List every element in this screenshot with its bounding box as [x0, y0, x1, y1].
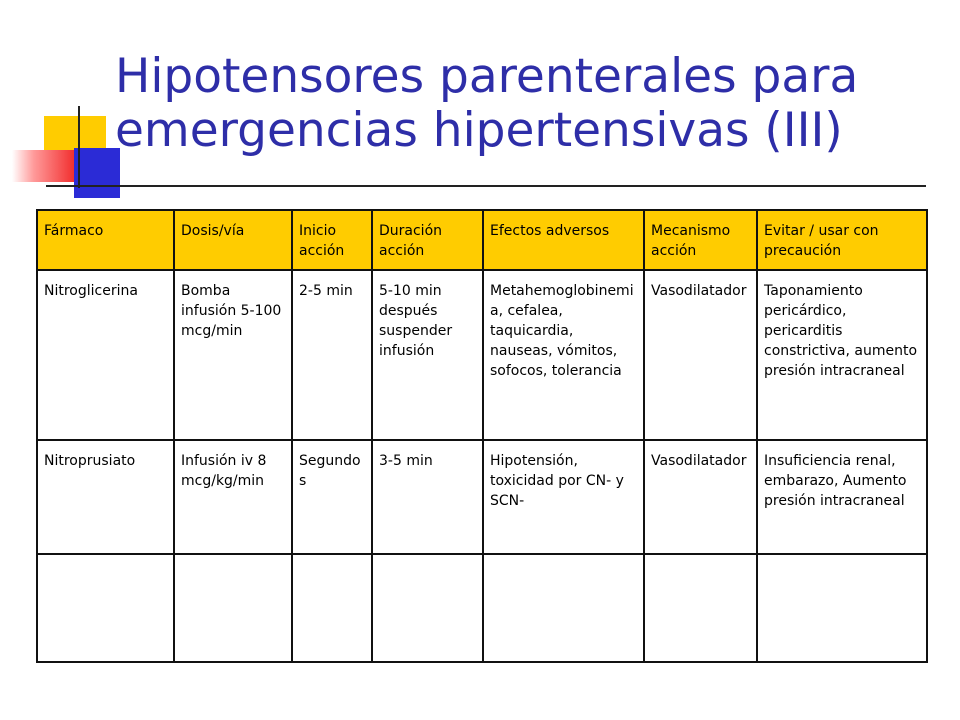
decor-blue-square [74, 148, 120, 198]
cell-farmaco: Nitroprusiato [37, 440, 174, 554]
cell-inicio-accion: Segundos [292, 440, 372, 554]
cell-empty [372, 554, 483, 662]
cell-evitar-precaucion: Taponamiento pericárdico, pericarditis constrictiva, aumento presión intracraneal [757, 270, 927, 440]
decor-horizontal-line [46, 185, 926, 187]
table-row-empty [37, 554, 927, 662]
cell-empty [483, 554, 644, 662]
cell-efectos-adversos: Hipotensión, toxicidad por CN- y SCN- [483, 440, 644, 554]
cell-empty [174, 554, 292, 662]
header-mecanismo-accion: Mecanismo acción [644, 210, 757, 270]
decor-vertical-line [78, 106, 80, 188]
cell-duracion-accion: 3-5 min [372, 440, 483, 554]
cell-inicio-accion: 2-5 min [292, 270, 372, 440]
header-duracion-accion: Duración acción [372, 210, 483, 270]
decor-red-bar [12, 150, 74, 182]
header-efectos-adversos: Efectos adversos [483, 210, 644, 270]
slide-title-line-2: emergencias hipertensivas (III) [115, 103, 843, 158]
cell-mecanismo-accion: Vasodilatador [644, 440, 757, 554]
cell-dosis-via: Infusión iv 8 mcg/kg/min [174, 440, 292, 554]
cell-empty [757, 554, 927, 662]
header-dosis-via: Dosis/vía [174, 210, 292, 270]
cell-farmaco: Nitroglicerina [37, 270, 174, 440]
table-row [37, 270, 927, 440]
slide-title-line-1: Hipotensores parenterales para [115, 49, 859, 104]
cell-empty [292, 554, 372, 662]
cell-efectos-adversos: Metahemoglobinemia, cefalea, taquicardia, nauseas, vómitos, sofocos, tolerancia [483, 270, 644, 440]
drug-table [36, 209, 928, 663]
cell-mecanismo-accion: Vasodilatador [644, 270, 757, 440]
table-header-row [37, 210, 927, 270]
cell-empty [644, 554, 757, 662]
cell-dosis-via: Bomba infusión 5-100 mcg/min [174, 270, 292, 440]
slide-title [115, 50, 945, 158]
cell-empty [37, 554, 174, 662]
cell-duracion-accion: 5-10 min después suspender infusión [372, 270, 483, 440]
cell-evitar-precaucion: Insuficiencia renal, embarazo, Aumento presión intracraneal [757, 440, 927, 554]
header-inicio-accion: Inicio acción [292, 210, 372, 270]
header-evitar-precaucion: Evitar / usar con precaución [757, 210, 927, 270]
header-farmaco: Fármaco [37, 210, 174, 270]
table-row [37, 440, 927, 554]
